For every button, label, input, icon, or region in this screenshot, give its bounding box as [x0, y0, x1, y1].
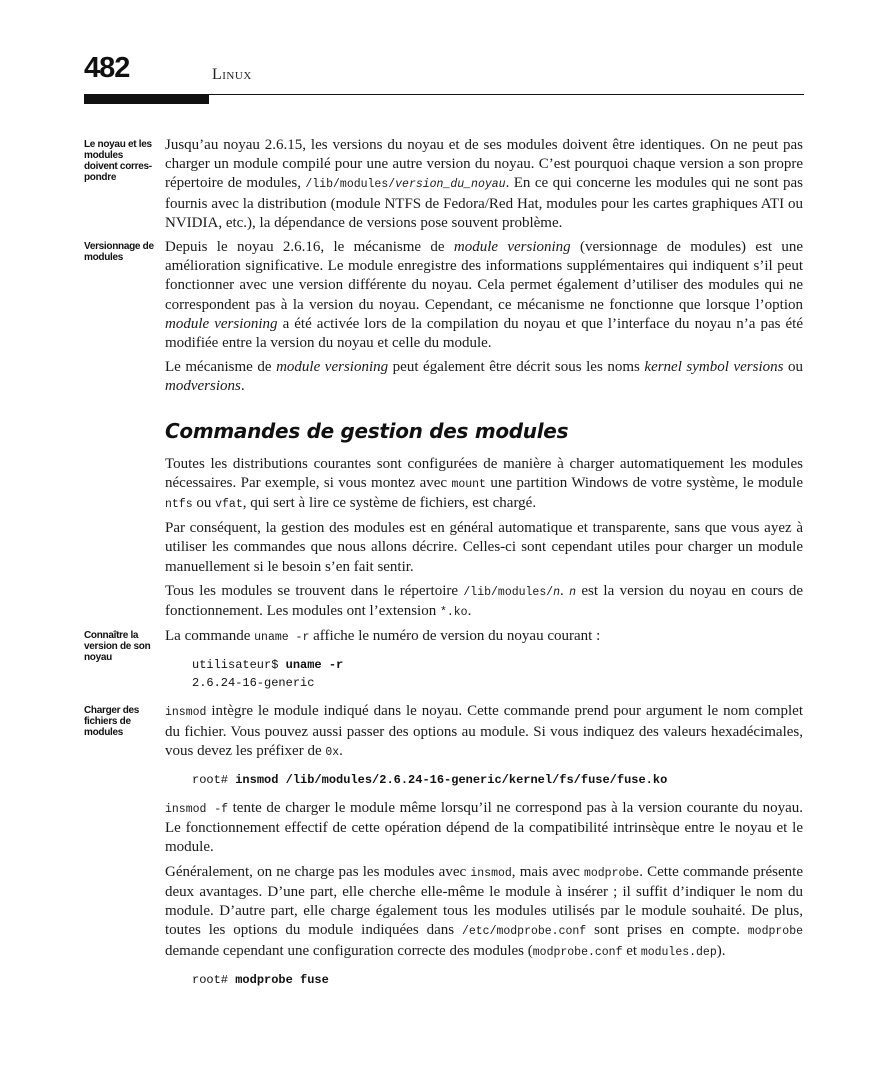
paragraph: Généralement, on ne charge pas les modules avec insmod, mais avec modprobe. Cette commande présente deux avantages. D’une part, elle cherche elle-même le module à insérer ; il suffit d’indiquer le nom du module. D’autre part, elle charge également tous les modules utilisés par le module souhaité. De plus, toutes les options du module indiquées dans /etc/modprobe.conf sont prises en compte. modprobe demande cependant une configuration correcte des modules (modprobe.conf et modules.dep). [165, 863, 804, 959]
paragraph: Tous les modules se trouvent dans le répertoire /lib/modules/n. n est la version du noyau en cours de fonctionnement. Les modules ont l’extension *.ko. [165, 582, 804, 620]
margin-note-kernel-version: Connaître la version de son noyau [84, 630, 151, 664]
code-block-insmod [84, 771, 804, 789]
page-header [84, 52, 804, 108]
code-output: 2.6.24-16-generic [192, 676, 315, 691]
paragraph-block [84, 358, 804, 396]
margin-note-identical: Le noyau et les modules doivent corres- pondre [84, 139, 152, 183]
header-rule-bar [84, 94, 209, 104]
paragraph: La commande uname -r affiche le numéro de version du noyau courant : [165, 628, 601, 645]
code-line: utilisateur$ uname -r [192, 658, 344, 673]
paragraph-block [84, 627, 804, 692]
paragraph: Le mécanisme de module versioning peut également être décrit sous les noms kernel symbol versions ou modversions. [165, 359, 804, 395]
code-block-uname [84, 656, 804, 692]
paragraph: Jusqu’au noyau 2.6.15, les versions du noyau et de ses modules doivent être identiques. On ne peut pas charger un module compilé pour une autre version du noyau. C’est pourquoi chaque version a son propre répertoire de modules, /lib/modules/version_du_noyau. En ce qui concerne les modules qui ne sont pas fournis avec la distribution (module NTFS de Fedora/Red Hat, modules pour les cartes graphiques ATI ou NVIDIA, etc.), la dépendance de versions pose souvent problème. [165, 137, 804, 231]
margin-note-load-modules: Charger des fichiers de modules [84, 705, 140, 739]
paragraph-block [84, 863, 804, 989]
page-number: 482 [84, 52, 130, 84]
paragraph-block [84, 455, 804, 515]
paragraph: insmod intègre le module indiqué dans le noyau. Cette commande prend pour argument le nom complet du fichier. Vous pouvez aussi passer des options au module. Si vous indiquez des valeurs hexadécimales, vous devez les préfixer de 0x. [165, 703, 803, 759]
running-head: Linux [212, 66, 252, 83]
paragraph: Depuis le noyau 2.6.16, le mécanisme de module versioning (versionnage de modules) est une amélioration significative. Le module enregistre des informations supplémentaires qui indiquent s’il peut fonctionner avec une version différente du noyau. Cela permet également d’utiliser des modules qui ne correspondent pas à la version du noyau. Cependant, ce mécanisme ne fonctionne que lorsque l’option module versioning a été activée lors de la compilation du noyau et que l’interface du noyau n’a pas été modifiée entre la version du noyau et celle du module. [165, 239, 804, 352]
paragraph-block [84, 702, 804, 789]
paragraph-block [84, 799, 804, 858]
page-body [84, 136, 804, 999]
paragraph-block [84, 582, 804, 622]
section-heading: Commandes de gestion des modules [165, 418, 569, 443]
paragraph-block [84, 519, 804, 577]
paragraph-block [84, 238, 804, 353]
margin-note-versioning: Versionnage de modules [84, 241, 154, 264]
code-line: root# modprobe fuse [192, 972, 329, 987]
paragraph: insmod -f tente de charger le module même lorsqu’il ne correspond pas à la version courante du noyau. Le fonctionnement effectif de cette opération dépend de la compatibilité intrinsèque entre le noyau et le module. [165, 800, 803, 856]
paragraph-block [84, 136, 804, 233]
code-block-modprobe [84, 971, 804, 989]
paragraph: Toutes les distributions courantes sont configurées de manière à charger automatiquement les modules nécessaires. Par exemple, si vous montez avec mount une partition Windows de votre système, le module ntfs ou vfat, qui sert à lire ce système de fichiers, est chargé. [165, 455, 804, 512]
paragraph: Par conséquent, la gestion des modules est en général automatique et transparente, sans que vous ayez à utiliser les commandes que nous allons décrire. Celles-ci sont cependant utiles pour charger un module manuellement si le besoin s’en fait sentir. [165, 520, 803, 575]
code-line: root# insmod /lib/modules/2.6.24-16-generic/kernel/fs/fuse/fuse.ko [192, 773, 668, 788]
